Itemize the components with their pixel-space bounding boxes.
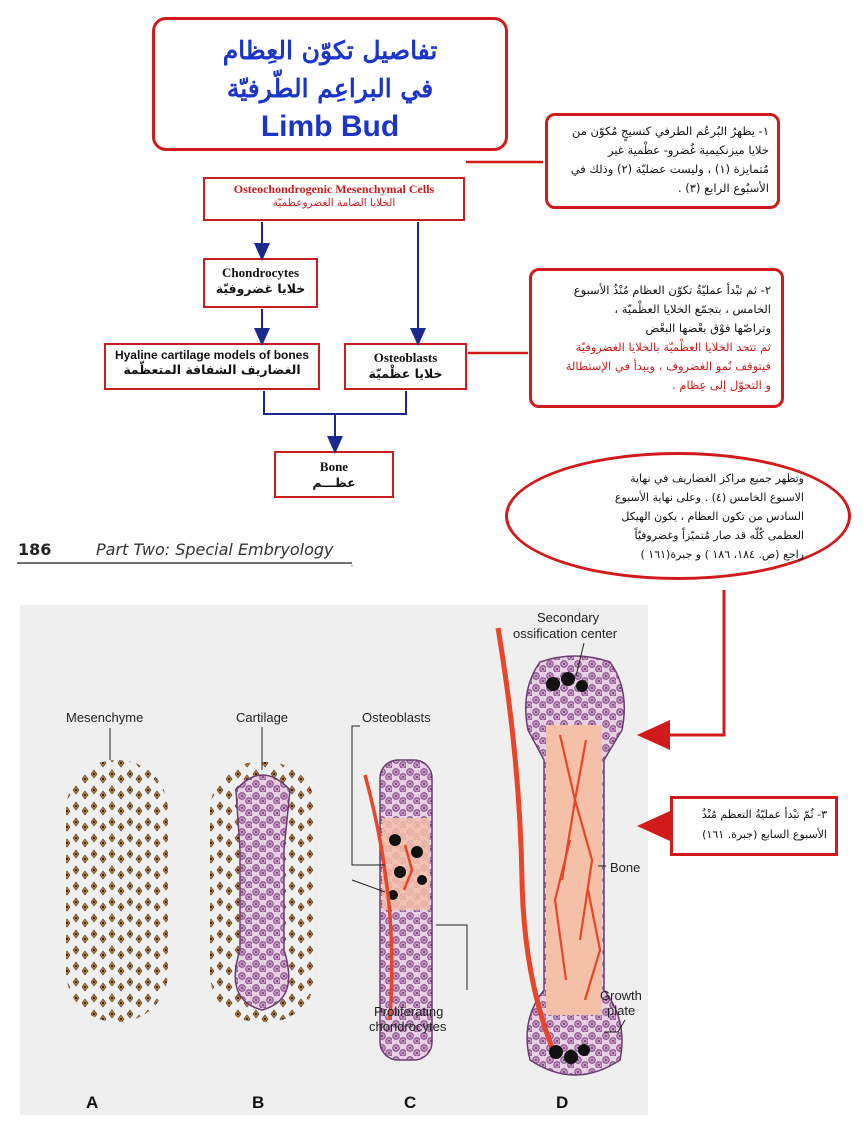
label-plate: plate	[607, 1003, 636, 1018]
flow-hyaline-ar: الغضاريف الشفافة المتعظّمة	[123, 362, 301, 377]
mesenchyme-cells	[66, 760, 168, 1022]
note-2-line: ٢- ثم تبْدأ عمليّةُ تكوّن العظام مُنْذُ الأسبوع	[573, 283, 771, 297]
label-osteoblasts: Osteoblasts	[362, 710, 431, 725]
flow-chondrocytes-en: Chondrocytes	[221, 265, 300, 280]
note-2-red-line: فيتوقف نُمو الغضروف ، ويبدأ في الإستطالة	[565, 359, 771, 373]
label-chondrocytes: chondrocytes	[369, 1019, 447, 1034]
panel-letter-d: D	[556, 1093, 569, 1112]
note-2-line: الخامس ، بتجمّع الخلايا العظْميّة ،	[614, 302, 771, 316]
flow-osteoblasts-ar: خلايا عظْميّة	[368, 366, 443, 381]
flow-chondrocytes-ar: خلايا غضروفيّة	[215, 281, 306, 296]
title-line-3: Limb Bud	[260, 110, 400, 143]
label-secondary: Secondary	[537, 610, 600, 625]
cartilage-model	[235, 775, 290, 1010]
title-line-1: تفاصيل تكوّن العِظام	[222, 36, 438, 65]
label-proliferating: Proliferating	[374, 1004, 444, 1019]
note-2-red-line: ثم تتحد الخلايا العظْميّة بالخلايا الغضروفيّة	[575, 340, 771, 354]
note-3-line: العظمى كُلّه قد صار مُتميّزاً وغضروفيّاً	[634, 529, 804, 542]
flow-mesenchymal-ar: الخلايا الضامة الغضروعظميّة	[272, 197, 396, 209]
note-1-line: خلايا ميزنكيمية غُضرو- عظْمية غير	[607, 143, 769, 157]
book-part-title: Part Two: Special Embryology	[96, 540, 334, 559]
note-3-line: الاسبوع الخامس (٤) . وعلى نهاية الأسبوع	[614, 491, 804, 504]
note-3-line: راجع (ص. ١٨٤، ١٨٦ ) و جبرة(١٦١ )	[640, 548, 804, 561]
note-1-line: مُتمايزة (١) ، وليست عضليّة (٢) وذلك في	[570, 162, 769, 176]
panel-letter-c: C	[404, 1093, 417, 1112]
label-bone: Bone	[610, 860, 641, 875]
note-2-red-line: و التحوّل إلى عِظام .	[672, 378, 771, 392]
flow-bone-ar: عظـــم	[312, 475, 356, 490]
note-4-line: الأسبوع السابع (جبرة. ١٦١)	[702, 828, 827, 841]
flow-bone-en: Bone	[319, 459, 349, 474]
note-4-line: ٣- ثُمّ تبْدأ عمليّةُ التعظم مُنْذُ	[701, 808, 827, 821]
label-ossification-center: ossification center	[513, 626, 618, 641]
panel-letter-a: A	[86, 1093, 99, 1112]
note-1-line: الأسبُوع الرابع (٣) .	[677, 181, 769, 195]
flow-hyaline-en: Hyaline cartilage models of bones	[114, 348, 310, 362]
note-3-line: وتظهر جميع مراكز الغضاريف في نهاية	[630, 472, 804, 485]
book-page-number: 186	[18, 540, 52, 559]
label-cartilage: Cartilage	[236, 710, 289, 725]
label-growth: Growth	[600, 988, 642, 1003]
flow-osteoblasts-en: Osteoblasts	[373, 350, 438, 365]
title-line-2: في البراعِم الطّرفيّة	[226, 74, 434, 103]
note-3-line: السادس من تكون العظام ، يكون الهيكل	[621, 510, 804, 523]
note-1-line: ١- يظهرُ البُرعُم الطرفي كنسيجٍ مُكوّن من	[571, 124, 769, 138]
flow-mesenchymal-en: Osteochondrogenic Mesenchymal Cells	[233, 182, 435, 196]
note-3-arrow	[652, 590, 724, 735]
panel-letter-b: B	[252, 1093, 265, 1112]
label-mesenchyme: Mesenchyme	[66, 710, 144, 725]
note-2-line: وتراصّها فوْق بعْضها البعْض	[645, 321, 771, 335]
